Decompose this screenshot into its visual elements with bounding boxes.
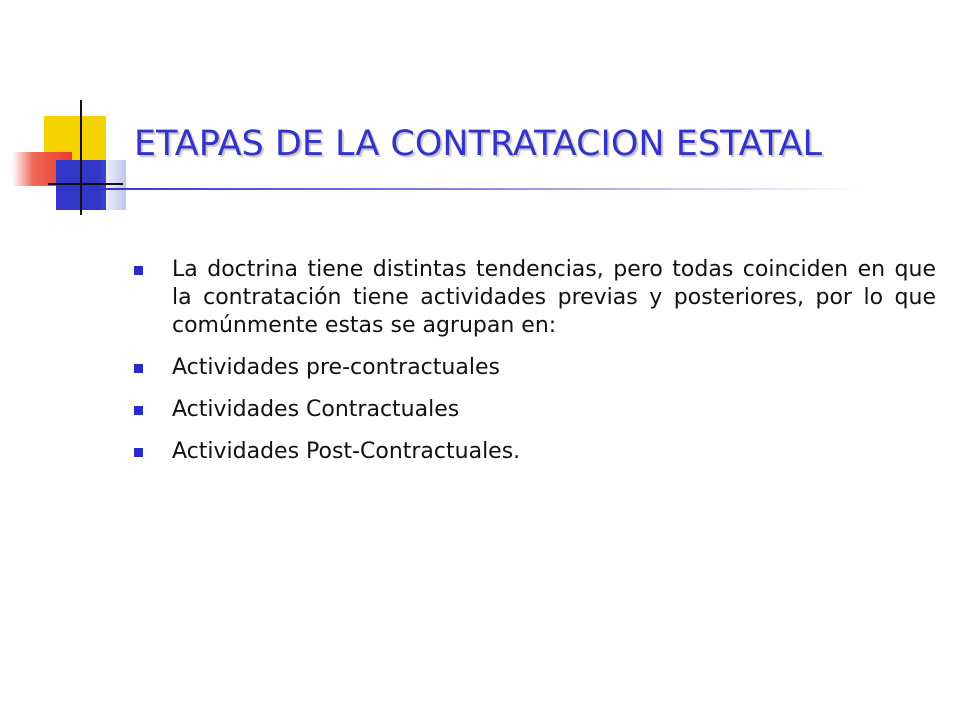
bullet-list xyxy=(134,256,936,480)
slide-title: ETAPAS DE LA CONTRATACION ESTATAL xyxy=(134,124,823,164)
bullet-text: Actividades Post-Contractuales. xyxy=(172,439,521,464)
ornament-horizontal-line xyxy=(48,183,123,185)
corner-ornament xyxy=(0,0,140,230)
ornament-blue-fade xyxy=(56,160,126,210)
bullet-item xyxy=(134,256,936,340)
bullet-text: La doctrina tiene distintas tendencias, pero todas coinciden en que la contratación tiene actividades previas y posteriores, por lo que comúnmente estas se agrupan en: xyxy=(172,257,936,338)
ornament-vertical-line xyxy=(80,100,82,215)
bullet-square-icon xyxy=(134,406,143,415)
title-underline xyxy=(96,188,866,190)
bullet-square-icon xyxy=(134,266,143,275)
bullet-square-icon xyxy=(134,364,143,373)
bullet-item xyxy=(134,396,936,424)
bullet-square-icon xyxy=(134,448,143,457)
bullet-item xyxy=(134,438,936,466)
bullet-text: Actividades Contractuales xyxy=(172,397,460,422)
bullet-text: Actividades pre-contractuales xyxy=(172,355,500,380)
bullet-item xyxy=(134,354,936,382)
